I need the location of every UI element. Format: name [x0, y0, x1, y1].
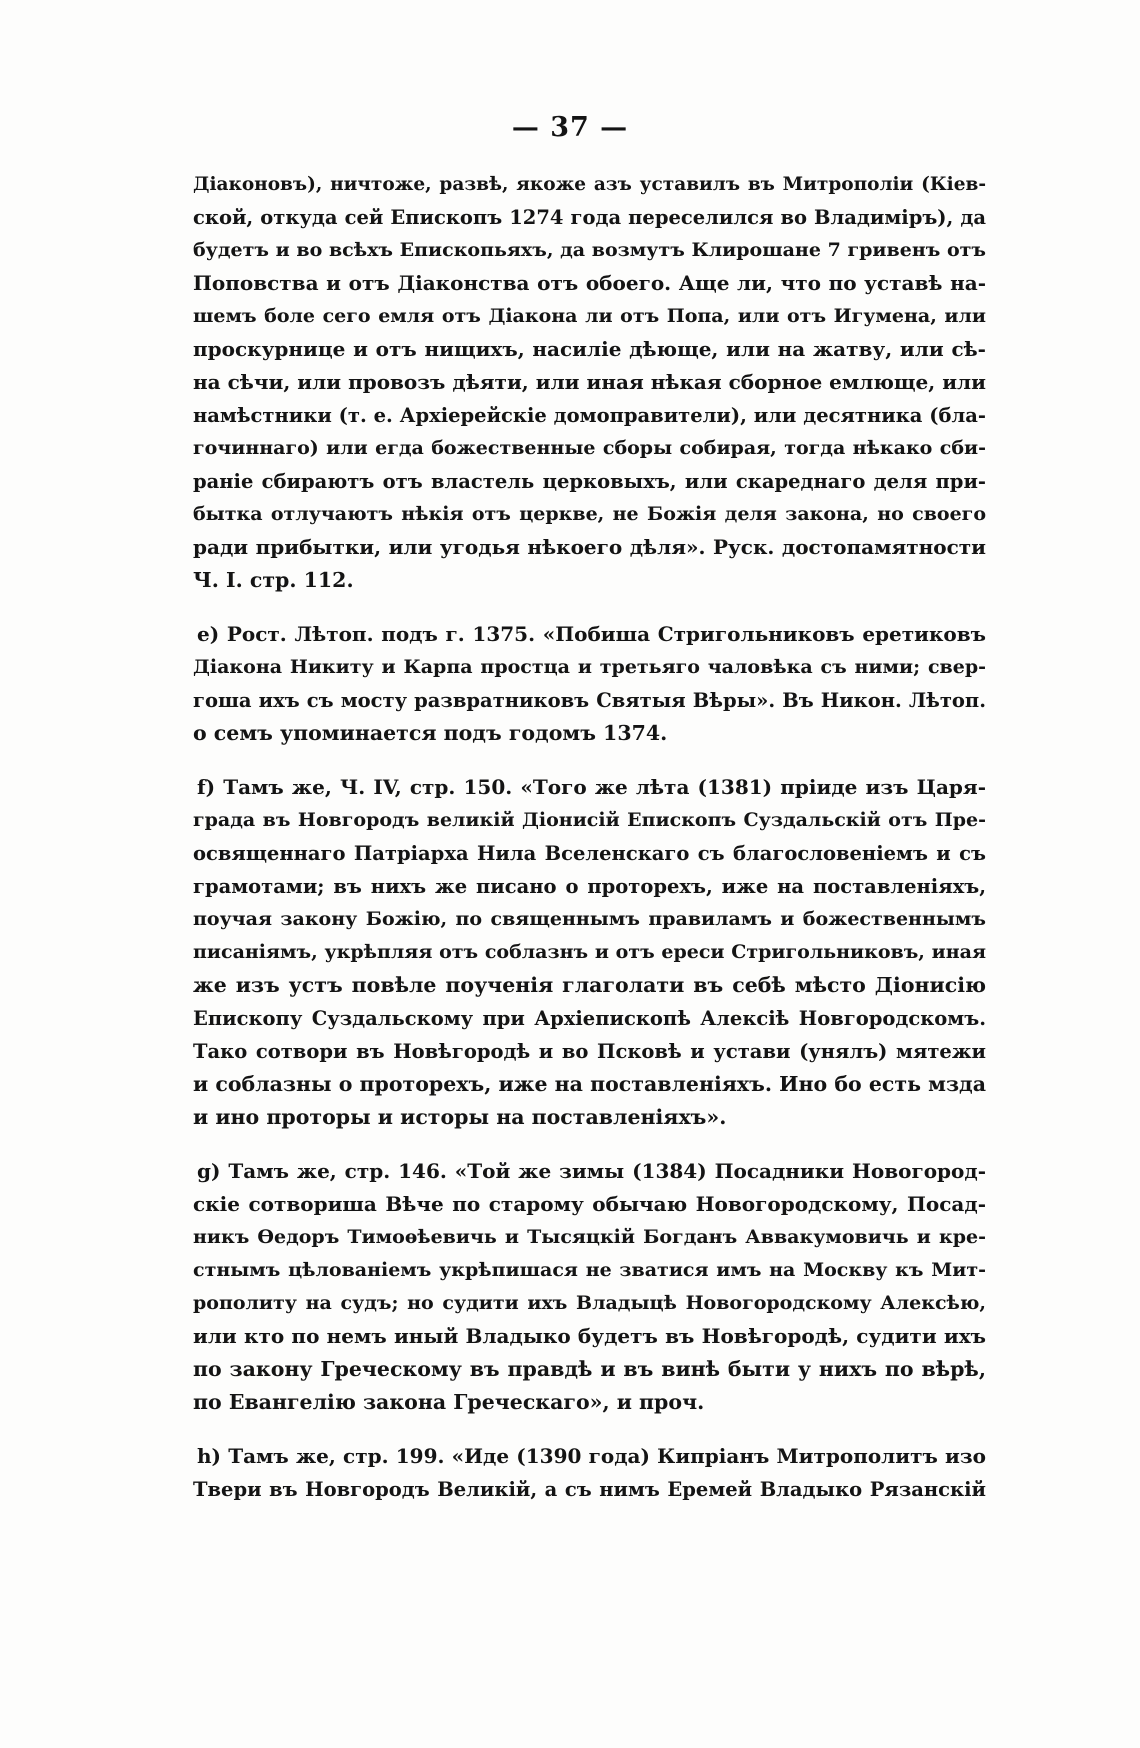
text-line: освященнаго Патріарха Нила Вселенскаго съ благословеніемъ и съ — [193, 842, 986, 865]
text-line: g) Тамъ же, стр. 146. «Той же зимы (1384) Посадники Новогород- — [197, 1159, 986, 1183]
text-line: h) Тамъ же, стр. 199. «Иде (1390 года) Кипріанъ Митрополитъ изо — [197, 1444, 986, 1468]
text-line: грамотами; въ нихъ же писано о проторехъ, иже на поставленіяхъ, — [193, 875, 986, 898]
text-line: по закону Греческому въ правдѣ и въ винѣ быти у нихъ по вѣрѣ, — [193, 1357, 986, 1381]
page-number: — 37 — — [511, 112, 629, 143]
text-line: о семъ упоминается подъ годомъ 1374. — [193, 721, 668, 745]
text-line: Поповства и отъ Діаконства отъ обоего. Аще ли, что по уставѣ на- — [193, 271, 986, 295]
text-line: Діаконовъ), ничтоже, развѣ, якоже азъ уставилъ въ Митрополіи (Кіев- — [193, 174, 986, 195]
text-line: ради прибытки, или угодья нѣкоего дѣля». Руск. достопамятности — [193, 535, 986, 559]
page-body — [193, 168, 986, 1506]
text-line: e) Рост. Лѣтоп. подъ г. 1375. «Побиша Стригольниковъ еретиковъ — [197, 622, 986, 646]
text-line: стнымъ цѣлованіемъ укрѣпишася не зватися имъ на Москву къ Мит- — [193, 1259, 986, 1281]
footnote-h — [193, 1440, 986, 1506]
footnote-e — [193, 618, 986, 750]
text-line: же изъ устъ повѣле поученія глаголати въ себѣ мѣсто Діонисію — [193, 973, 986, 997]
text-line: Епископу Суздальскому при Архіепископѣ Алексіѣ Новгородскомъ. — [193, 1007, 986, 1030]
text-line: будетъ и во всѣхъ Епископьяхъ, да возмутъ Клирошане 7 гривенъ отъ — [193, 239, 986, 261]
text-line: и ино проторы и исторы на поставленіяхъ». — [193, 1105, 727, 1129]
text-line: Ч. I. стр. 112. — [193, 568, 354, 592]
text-line: шемъ боле сего емля отъ Діакона ли отъ Попа, или отъ Игумена, или — [193, 305, 986, 327]
text-line: f) Тамъ же, Ч. IV, стр. 150. «Того же лѣта (1381) пріиде изъ Царя- — [197, 775, 986, 799]
text-line: Діакона Никиту и Карпа простца и третьяго чаловѣка съ ними; свер- — [193, 656, 986, 678]
footnote-f — [193, 771, 986, 1134]
paragraph-continuation — [193, 168, 986, 597]
text-line: ской, откуда сей Епископъ 1274 года переселился во Владиміръ), да — [193, 206, 986, 229]
text-line: гоша ихъ съ мосту развратниковъ Святыя Вѣры». Въ Никон. Лѣтоп. — [193, 689, 986, 712]
text-line: или кто по немъ иный Владыко будетъ въ Новѣгородѣ, судити ихъ — [193, 1324, 986, 1348]
text-line: града въ Новгородъ великій Діонисій Епископъ Суздальскій отъ Пре- — [193, 809, 986, 831]
text-line: скіе сотвориша Вѣче по старому обычаю Новогородскому, Посад- — [193, 1192, 986, 1216]
text-line: проскурнице и отъ нищихъ, насиліе дѣюще, или на жатву, или сѣ- — [193, 337, 986, 361]
text-line: никъ Ѳедоръ Тимоѳѣевичь и Тысяцкій Богданъ Аввакумовичь и кре- — [193, 1226, 986, 1248]
text-line: раніе сбираютъ отъ властель церковыхъ, или скареднаго деля при- — [193, 470, 986, 493]
text-line: на сѣчи, или провозъ дѣяти, или иная нѣкая сборное емлюще, или — [193, 370, 986, 394]
footnote-g — [193, 1155, 986, 1419]
text-line: Тако сотвори въ Новѣгородѣ и во Псковѣ и устави (унялъ) мятежи — [193, 1040, 986, 1063]
text-line: Твери въ Новгородъ Великій, а съ нимъ Еремей Владыко Рязанскій — [193, 1478, 986, 1501]
text-line: рополиту на судъ; но судити ихъ Владыцѣ Новогородскому Алексѣю, — [193, 1292, 986, 1314]
text-line: и соблазны о проторехъ, иже на поставленіяхъ. Ино бо есть мзда — [193, 1072, 986, 1096]
text-line: бытка отлучаютъ нѣкія отъ церкве, не Божія деля закона, но своего — [193, 503, 986, 525]
text-line: писаніямъ, укрѣпляя отъ соблазнъ и отъ ереси Стригольниковъ, иная — [193, 941, 986, 963]
text-line: поучая закону Божію, по священнымъ правиламъ и божественнымъ — [193, 908, 986, 930]
text-line: намѣстники (т. е. Архіерейскіе домоправители), или десятника (бла- — [193, 404, 986, 427]
text-line: по Евангелію закона Греческаго», и проч. — [193, 1390, 705, 1414]
text-line: гочиннаго) или егда божественные сборы собирая, тогда нѣкако сби- — [193, 437, 986, 459]
